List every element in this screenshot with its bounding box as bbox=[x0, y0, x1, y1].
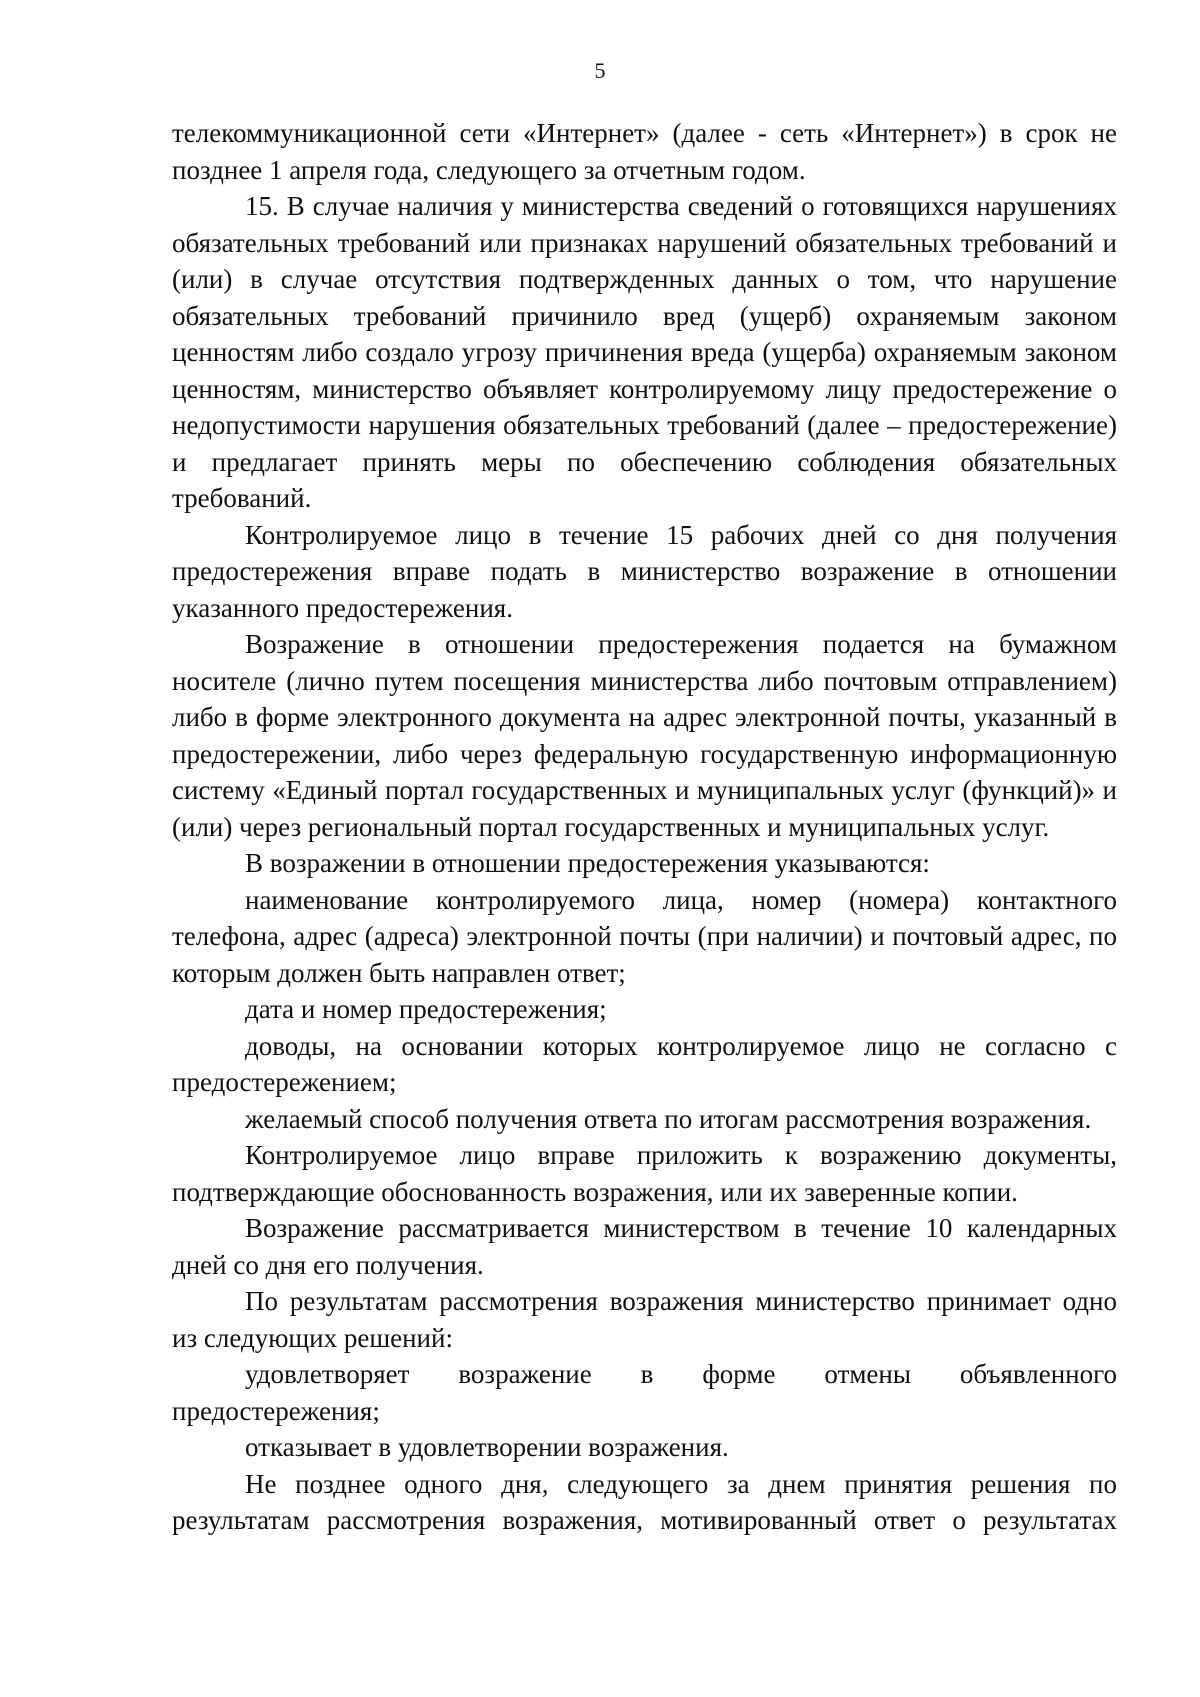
paragraph: 15. В случае наличия у министерства сведений о готовящихся нарушениях обязательных требований или признаках нарушений обязательных требований и (или) в случае отсутствия подтвержденных данных о том, что нарушение обязательных требований причинило вред (ущерб) охраняемым законом ценностям либо создало угрозу причинения вреда (ущерба) охраняемым законом ценностям, министерство объявляет контролируемому лицу предостережение о недопустимости нарушения обязательных требований (далее – предостережение) и предлагает принять меры по обеспечению соблюдения обязательных требований. bbox=[172, 191, 1117, 513]
paragraph: Возражение в отношении предостережения подается на бумажном носителе (лично путем посещения министерства либо почтовым отправлением) либо в форме электронного документа на адрес электронной почты, указанный в предостережении, либо через федеральную государственную информационную систему «Единый портал государственных и муниципальных услуг (функций)» и (или) через региональный портал государственных и муниципальных услуг. bbox=[172, 629, 1117, 842]
paragraph: По результатам рассмотрения возражения министерство принимает одно из следующих решений: bbox=[172, 1286, 1117, 1353]
paragraph: доводы, на основании которых контролируемое лицо не согласно с предостережением; bbox=[172, 1030, 1117, 1097]
paragraph: отказывает в удовлетворении возражения. bbox=[245, 1432, 729, 1462]
paragraph: удовлетворяет возражение в форме отмены объявленного предостережения; bbox=[172, 1359, 1117, 1426]
paragraph: дата и номер предостережения; bbox=[245, 994, 607, 1024]
paragraph-continues: Не позднее одного дня, следующего за днем принятия решения по результатам рассмотрения возражения, мотивированный ответ о результатах bbox=[172, 1468, 1117, 1535]
paragraph: телекоммуникационной сети «Интернет» (далее - сеть «Интернет») в срок не позднее 1 апреля года, следующего за отчетным годом. bbox=[172, 118, 1117, 185]
paragraph: Контролируемое лицо вправе приложить к возражению документы, подтверждающие обоснованность возражения, или их заверенные копии. bbox=[172, 1140, 1117, 1207]
document-body bbox=[172, 115, 1117, 1539]
page-number: 5 bbox=[594, 58, 606, 83]
paragraph: В возражении в отношении предостережения указываются: bbox=[245, 848, 930, 878]
paragraph: желаемый способ получения ответа по итогам рассмотрения возражения. bbox=[245, 1103, 1092, 1134]
paragraph: наименование контролируемого лица, номер (номера) контактного телефона, адрес (адреса) электронной почты (при наличии) и почтовый адрес, по которым должен быть направлен ответ; bbox=[172, 884, 1117, 988]
paragraph: Возражение рассматривается министерством в течение 10 календарных дней со дня его получения. bbox=[172, 1213, 1117, 1280]
paragraph: Контролируемое лицо в течение 15 рабочих дней со дня получения предостережения вправе подать в министерство возражение в отношении указанного предостережения. bbox=[172, 519, 1117, 623]
